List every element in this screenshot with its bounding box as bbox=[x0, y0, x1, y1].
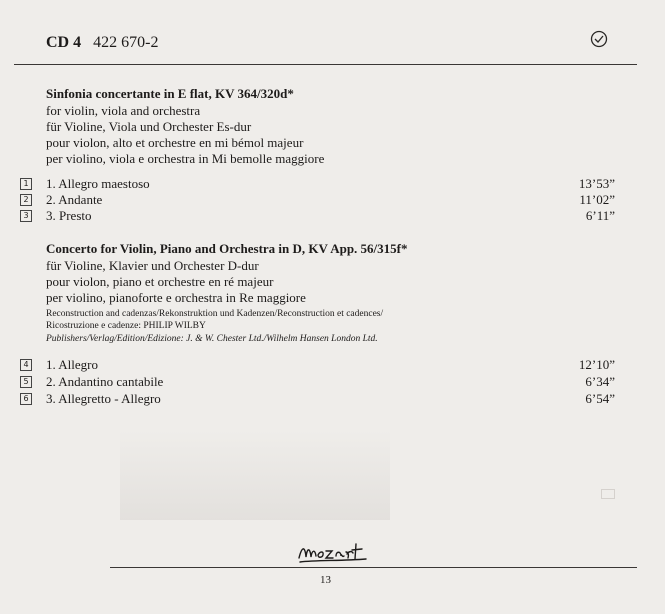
work-1-subtitle-4: per violino, viola e orchestra in Mi bemolle maggiore bbox=[46, 151, 325, 166]
clock-circle-icon bbox=[590, 30, 608, 48]
reconstruction-note-2: Ricostruzione e cadenze: PHILIP WILBY bbox=[46, 321, 206, 331]
cd-header bbox=[46, 34, 158, 52]
track-number-box: 5 bbox=[20, 376, 32, 388]
track-title: 2. Andante bbox=[46, 192, 103, 207]
bleed-through-photo bbox=[120, 430, 390, 520]
publisher-note: Publishers/Verlag/Edition/Edizione: J. & W. Chester Ltd./Wilhelm Hansen London Ltd. bbox=[46, 334, 378, 344]
track-row bbox=[20, 374, 615, 390]
track-number-box: 4 bbox=[20, 359, 32, 371]
track-title: 3. Presto bbox=[46, 208, 92, 223]
track-number-box: 6 bbox=[20, 393, 32, 405]
track-row bbox=[20, 391, 615, 407]
track-duration: 6’34” bbox=[585, 374, 615, 389]
track-duration: 13’53” bbox=[578, 176, 615, 191]
work-2-subtitle-3: per violino, pianoforte e orchestra in Re maggiore bbox=[46, 290, 306, 305]
work-1-subtitle-3: pour violon, alto et orchestre en mi bémol majeur bbox=[46, 135, 304, 150]
bleed-through-mark bbox=[601, 489, 615, 499]
work-title-1: Sinfonia concertante in E flat, KV 364/320d* bbox=[46, 86, 294, 101]
track-number-box: 3 bbox=[20, 210, 32, 222]
track-duration: 6’11” bbox=[585, 208, 615, 223]
work-1-subtitle-1: for violin, viola and orchestra bbox=[46, 103, 201, 118]
catalog-number: 422 670-2 bbox=[93, 34, 159, 51]
track-row bbox=[20, 192, 615, 208]
work-2-subtitle-2: pour violon, piano et orchestre en ré majeur bbox=[46, 274, 274, 289]
work-title-2: Concerto for Violin, Piano and Orchestra in D, KV App. 56/315f* bbox=[46, 241, 408, 256]
track-row bbox=[20, 357, 615, 373]
track-number-box: 1 bbox=[20, 178, 32, 190]
track-number-box: 2 bbox=[20, 194, 32, 206]
track-duration: 11’02” bbox=[579, 192, 615, 207]
footer-rule bbox=[110, 567, 637, 568]
track-row bbox=[20, 208, 615, 224]
track-title: 1. Allegro bbox=[46, 357, 98, 372]
track-duration: 6’54” bbox=[585, 391, 615, 406]
track-row bbox=[20, 176, 615, 192]
cd-label: CD 4 bbox=[46, 34, 82, 51]
reconstruction-note-1: Reconstruction and cadenzas/Rekonstruktion und Kadenzen/Reconstruction et cadences/ bbox=[46, 309, 384, 319]
mozart-signature-logo bbox=[296, 538, 368, 566]
track-title: 1. Allegro maestoso bbox=[46, 176, 150, 191]
work-1-subtitle-2: für Violine, Viola und Orchester Es-dur bbox=[46, 119, 252, 134]
track-title: 2. Andantino cantabile bbox=[46, 374, 164, 389]
track-title: 3. Allegretto - Allegro bbox=[46, 391, 161, 406]
work-2-subtitle-1: für Violine, Klavier und Orchester D-dur bbox=[46, 258, 259, 273]
track-duration: 12’10” bbox=[578, 357, 615, 372]
header-rule bbox=[14, 64, 637, 65]
page-number: 13 bbox=[320, 574, 331, 586]
